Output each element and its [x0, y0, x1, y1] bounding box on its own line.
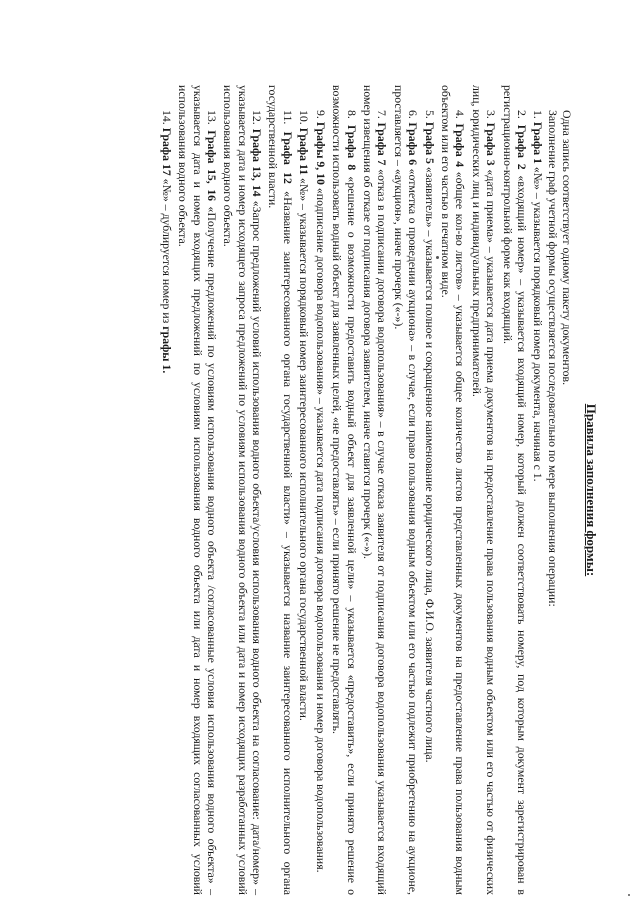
rule-column-label: Графа 12 — [280, 131, 295, 184]
rule-text: «входящий номер» – указывается входящий номер, который должен соответствовать номеру, под которым документ зарегистрирован в регистрационно-контрольной форме как входящий. — [500, 85, 529, 895]
rule-column-label: Графа 3 — [484, 122, 499, 166]
intro-paragraph: Одна запись соответствует одному пакету документов. — [560, 110, 574, 386]
rule-number: 7. — [375, 110, 390, 119]
rule-item — [266, 85, 295, 895]
rule-number: 11. — [280, 110, 295, 125]
rule-text: «№» – указывается порядковый номер заинтересованного исполнительного органа государственной власти. — [297, 175, 312, 721]
rule-number: 2. — [514, 110, 529, 119]
rule-item — [439, 85, 468, 895]
rotated-page — [44, 85, 600, 895]
rule-item — [392, 85, 421, 895]
rule-column-label: Графа 15, 16 — [204, 130, 219, 202]
rule-column-label: Графа 2 — [514, 124, 529, 170]
rule-text: «подписание договора водопользования» – указывается дата подписания договора водопользования и номер договора водопользования. — [313, 184, 328, 873]
rule-item — [297, 85, 311, 895]
rule-number: 6. — [406, 110, 421, 119]
rule-column-label: Графы 9, 10 — [313, 121, 328, 185]
rule-column-label: Графа 13, 14 — [250, 128, 264, 197]
rule-item — [176, 85, 219, 895]
rule-item — [330, 85, 359, 895]
rule-text: «№» – дублируется номер из — [159, 175, 174, 327]
rule-text: «общее кол-во листов» – указывается общее количество листов представленных документов на предоставление права пользования водным объектом или его частью в печатном виде. — [439, 85, 468, 896]
rule-item — [313, 85, 327, 895]
rule-column-label: Графа 17 — [159, 127, 174, 176]
rule-column-label: Графа 8 — [344, 124, 359, 171]
rule-text: «отказ в подписании договора водопользования» – в случае отказа заявителя от подписания договора водопользования указывается входящий номер извещения об отказе от подписания договора заявителем, иначе ставится прочерк («-»). — [361, 85, 390, 895]
rule-item — [531, 85, 545, 895]
rule-number: 12. — [250, 110, 264, 125]
rule-text: «№» – указывается порядковый номер документа, начиная с 1. — [531, 163, 546, 482]
rule-item — [500, 85, 529, 895]
rule-text: «дата приема» – указывается дата приема документов на предоставление права пользования водным объектом или его частью от физических лиц, юридических лиц и индивидуальных предпринимателей. — [469, 85, 499, 895]
rule-text: «Название заинтересованного органа государственной власти» – указывается название заинтересованного исполнительного органа государственной власти. — [266, 85, 295, 895]
rule-text-bold: графы 1. — [159, 326, 174, 374]
rule-text: «отметка о проведении аукциона» – в случае, если право пользования водным объектом или его частью подлежит приобретению на аукционе, проставляется – «аукцион», иначе прочерк («-»). — [391, 85, 421, 895]
rule-number: 4. — [453, 110, 468, 119]
rule-column-label: Графа 7 — [375, 122, 390, 166]
rule-column-label: Графа 4 — [453, 123, 468, 168]
rule-text: «решение о возможности предоставить водный объект для заявленной цели» – указывается «предоставить», если принято решение о возможности использовать водный объект для заявленных целей, «не предоставлять» – если принято решение не предоставлять. — [330, 85, 359, 896]
rule-item — [470, 85, 499, 895]
rule-item — [361, 85, 390, 895]
rule-item — [160, 85, 174, 895]
rule-text: «Запрос предложений условий использования водного объекта/условия использования водного объекта на согласование: дата/номер» – указывается дата и номер исходящего запроса предложений по условиям использования водного объекта или дата и номер исходящих разработанных условий использования водного объекта. — [221, 85, 264, 896]
rule-column-label: Графа 11 — [297, 127, 312, 176]
page-title: Правила заполнения формы: — [584, 403, 599, 577]
intro-paragraph: Заполнение граф учетной формы осуществляется последовательно по мере выполнения операции: — [545, 110, 560, 607]
rule-item — [221, 85, 264, 895]
rule-number: 10. — [297, 110, 312, 125]
rule-number: 3. — [484, 110, 499, 119]
rule-column-label: Графа 1 — [531, 121, 546, 164]
rule-number: 8. — [344, 110, 359, 119]
rule-text: «Получение предложений по условиям использования водного объекта /согласованные условия использования водного объекта» – указывается дата и номер входящих предложений по условиям использования водного объекта или дата и номер входящих согласованных условий использования водного объекта. — [176, 85, 219, 896]
rule-number: 9. — [313, 110, 328, 119]
rule-item — [422, 85, 436, 895]
intro — [545, 85, 574, 895]
rule-column-label: Графа 5 — [422, 121, 437, 164]
rule-column-label: Графа 6 — [406, 122, 421, 166]
rules-list — [160, 85, 546, 895]
rule-number: 1. — [531, 110, 546, 119]
scan-speck — [628, 894, 630, 896]
rule-number: 5. — [422, 110, 437, 119]
rule-number: 14. — [159, 110, 174, 125]
rule-text: «заявитель» – указывается полное и сокращенное наименование юридического лица, Ф.И.О. заявителя частного лица. — [422, 163, 437, 763]
rule-number: 13. — [204, 110, 219, 125]
